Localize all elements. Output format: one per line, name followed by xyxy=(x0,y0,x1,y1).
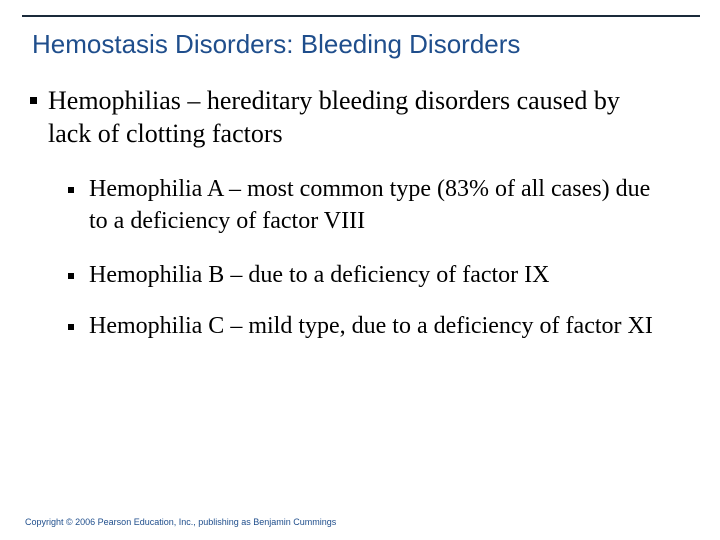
sub-bullet-marker xyxy=(68,187,74,193)
bullet-hemophilias: Hemophilias – hereditary bleeding disorders caused by lack of clotting factors xyxy=(48,86,620,148)
sub-bullet-marker xyxy=(68,324,74,330)
copyright-footer: Copyright © 2006 Pearson Education, Inc., publishing as Benjamin Cummings xyxy=(25,517,337,527)
sub-bullet-marker xyxy=(68,273,74,279)
sub-bullet-hemophilia-a: Hemophilia A – most common type (83% of all cases) due to a deficiency of factor VIII xyxy=(89,176,651,234)
sub-bullet-hemophilia-c: Hemophilia C – mild type, due to a deficiency of factor XI xyxy=(89,313,653,339)
bullet-marker xyxy=(30,97,37,104)
title-rule xyxy=(22,15,700,17)
sub-bullet-hemophilia-b: Hemophilia B – due to a deficiency of factor IX xyxy=(89,262,550,288)
slide-title: Hemostasis Disorders: Bleeding Disorders xyxy=(32,29,521,59)
